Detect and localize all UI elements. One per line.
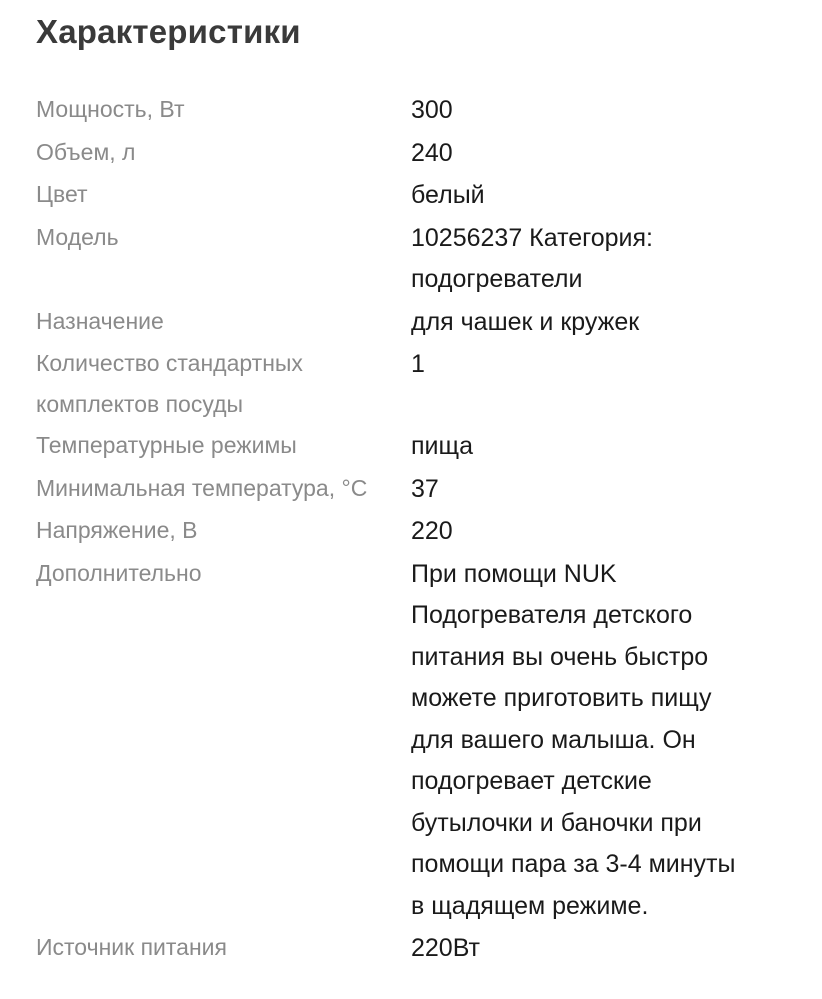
page-title: Характеристики xyxy=(36,13,301,50)
spec-value: 220Вт xyxy=(411,934,481,962)
spec-label: Источник питания xyxy=(36,934,227,960)
spec-row-voltage xyxy=(36,510,796,553)
spec-row-color xyxy=(36,174,796,217)
spec-label: Температурные режимы xyxy=(36,432,297,458)
spec-value: 37 xyxy=(411,474,439,503)
spec-label: Назначение xyxy=(36,307,164,334)
spec-label: Модель xyxy=(36,223,119,250)
spec-value: 240 xyxy=(411,138,453,167)
spec-value: пища xyxy=(411,432,473,460)
spec-value: При помощи NUK Подогревателя детского питания вы очень быстро можете приготовить пищу для вашего малыша. Он подогревает детские бутылочки и баночки при помощи пара за 3-4 минуты в щадящем режиме. xyxy=(411,559,736,920)
spec-label: Мощность, Вт xyxy=(36,96,185,122)
spec-row-min-temp xyxy=(36,468,796,511)
spec-value: белый xyxy=(411,181,485,209)
spec-label: Количество стандартных комплектов посуды xyxy=(36,350,303,417)
spec-label: Цвет xyxy=(36,181,88,207)
spec-row-volume xyxy=(36,132,796,175)
spec-row-temp-modes xyxy=(36,425,796,468)
spec-label: Объем, л xyxy=(36,138,136,165)
spec-row-dish-sets xyxy=(36,343,796,425)
spec-label: Минимальная температура, °C xyxy=(36,474,368,501)
spec-row-model xyxy=(36,217,796,301)
spec-value: 300 xyxy=(411,96,453,124)
specs-list xyxy=(36,89,796,970)
spec-label: Дополнительно xyxy=(36,559,202,586)
spec-row-purpose xyxy=(36,301,796,344)
spec-value: для чашек и кружек xyxy=(411,307,640,336)
spec-value: 220 xyxy=(411,517,453,545)
spec-value: 1 xyxy=(411,350,425,378)
spec-label: Напряжение, В xyxy=(36,517,198,543)
spec-value: 10256237 Категория: подогреватели xyxy=(411,223,653,293)
spec-row-power xyxy=(36,89,796,132)
spec-row-additional xyxy=(36,553,796,928)
spec-row-power-source xyxy=(36,927,796,970)
